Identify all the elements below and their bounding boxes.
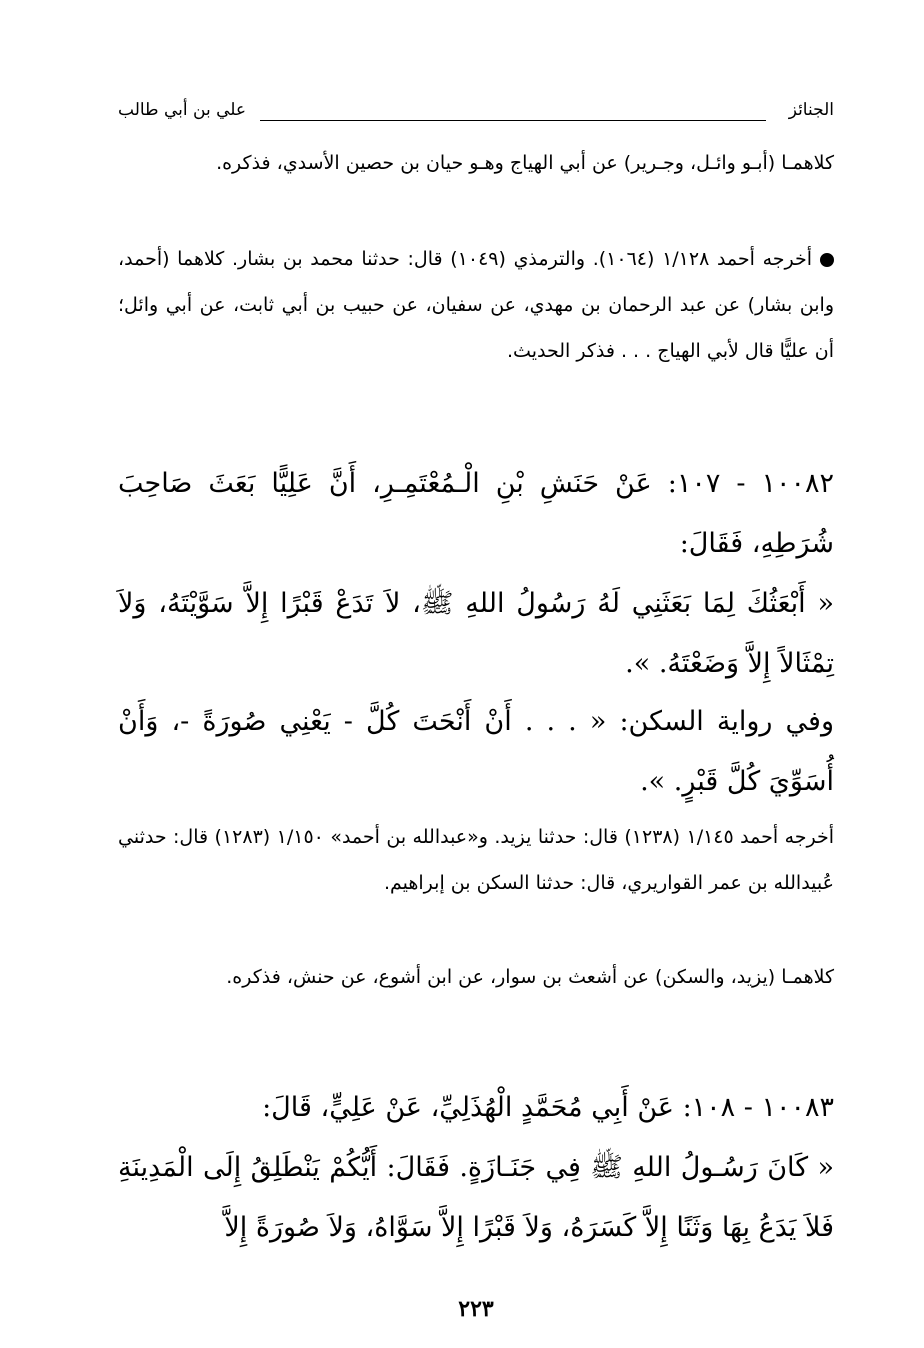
narration-variant-text: وفي رواية السكن: « . . . أَنْ أَنْحَتَ كُلَّ - يَعْنِي صُورَةً -، وَأَنْ أُسَوِّيَ كُلَّ قَبْرٍ. ». <box>118 706 834 797</box>
book-page <box>118 88 835 1322</box>
bullet-icon <box>820 253 834 267</box>
header-rule <box>260 120 766 121</box>
hadith-heading <box>118 454 834 574</box>
hadith-heading-text: ١٠٠٨٣ - ١٠٨: عَنْ أَبِي مُحَمَّدٍ الْهُذَلِيِّ، عَنْ عَلِيٍّ، قَالَ: <box>262 1092 834 1123</box>
hadith-heading <box>118 1078 834 1138</box>
chain-text: كلاهمـا (أبـو وائـل، وجـرير) عن أبي الهياج وهـو حيان بن حصين الأسدي، فذكره. <box>216 152 834 174</box>
takhrij-paragraph <box>118 236 834 374</box>
narration-variant <box>118 692 834 812</box>
page-number: ٢٢٣ <box>458 1296 494 1322</box>
author-title: علي بن أبي طالب <box>118 100 247 120</box>
takhrij-text: أخرجه أحمد ١/١٤٥ (١٢٣٨) قال: حدثنا يزيد. و«عبدالله بن أحمد» ١/١٥٠ (١٢٨٣) قال: حدثني عُبيدالله بن عمر القواريري، قال: حدثنا السكن بن إبراهيم. <box>118 826 835 894</box>
hadith-text <box>118 1138 834 1258</box>
hadith-text <box>118 574 834 694</box>
hadith-heading-text: ١٠٠٨٢ - ١٠٧: عَنْ حَنَشِ بْنِ الْـمُعْتَمِـرِ، أَنَّ عَلِيًّا بَعَثَ صَاحِبَ شُرَطِهِ، فَقَالَ: <box>118 468 834 559</box>
takhrij-paragraph <box>118 814 834 906</box>
chapter-title: الجنائز <box>788 100 834 120</box>
hadith-body: « كَانَ رَسُـولُ اللهِ ﷺ فِي جَنَـازَةٍ. فَقَالَ: أَيُّكُمْ يَنْطَلِقُ إِلَى الْمَدِينَةِ فَلاَ يَدَعُ بِهَا وَثَنًا إِلاَّ كَسَرَهُ، وَلاَ قَبْرًا إِلاَّ سَوَّاهُ، وَلاَ صُورَةً إِلاَّ <box>118 1152 834 1243</box>
chain-text: كلاهمـا (يزيد، والسكن) عن أشعث بن سوار، عن ابن أشوع، عن حنش، فذكره. <box>226 966 834 988</box>
running-header <box>118 96 834 136</box>
chain-paragraph <box>118 140 834 186</box>
takhrij-text: أخرجه أحمد ١/١٢٨ (١٠٦٤). والترمذي (١٠٤٩) قال: حدثنا محمد بن بشار. كلاهما (أحمد، وابن بشار) عن عبد الرحمان بن مهدي، عن سفيان، عن حبيب بن أبي ثابت، عن أبي وائل؛ أن عليًّا قال لأبي الهياج . . . فذكر الحديث. <box>118 248 834 362</box>
hadith-body: « أَبْعَثُكَ لِمَا بَعَثَنِي لَهُ رَسُولُ اللهِ ﷺ، لاَ تَدَعْ قَبْرًا إِلاَّ سَوَّيْتَهُ، وَلاَ تِمْثَالاً إِلاَّ وَضَعْتَهُ. ». <box>118 588 834 679</box>
chain-paragraph <box>118 954 834 1000</box>
